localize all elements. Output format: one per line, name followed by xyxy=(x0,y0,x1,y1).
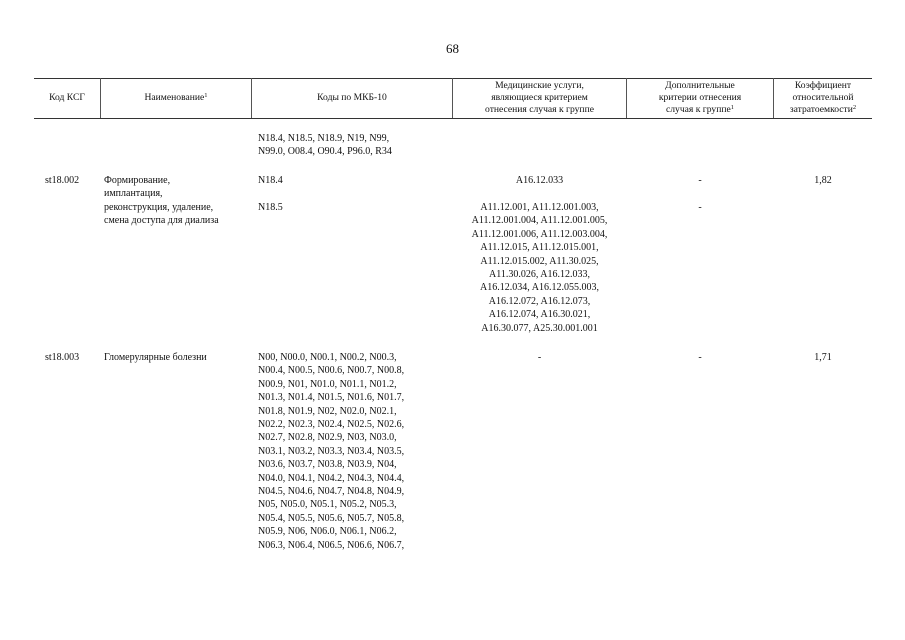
header-coefficient: Коэффициент относительной затратоемкости$^2$ xyxy=(789,80,857,115)
row-services: A11.12.001, A11.12.001.003, A11.12.001.004, A11.12.001.005, A11.12.001.006, A11.12.003.004, A11.12.015, A11.12.015.001, A11.12.015.002, A11.30.025, A11.30.026, A16.12.033, A16.12.034, A16.12.055.003, A16.12.072, A16.12.073, A16.12.074, A16.30.021, A16.30.077, A25.30.001.001 xyxy=(471,202,608,334)
row-name: Формирование, имплантация, реконструкция, удаление, смена доступа для диализа xyxy=(104,175,219,227)
table-header-rule xyxy=(34,118,872,119)
row-extra: - xyxy=(698,175,702,186)
header-code: Код КСГ xyxy=(49,92,85,103)
row-code: st18.002 xyxy=(45,175,80,186)
row-services: A16.12.033 xyxy=(515,175,564,186)
row-coefficient: 1,82 xyxy=(814,175,832,186)
row-services: - xyxy=(537,352,542,363)
row-coefficient: 1,71 xyxy=(814,352,832,363)
row-name: Гломерулярные болезни xyxy=(104,352,207,363)
row-mkb: N00, N00.0, N00.1, N00.2, N00.3, N00.4, N00.5, N00.6, N00.7, N00.8, N00.9, N01, N01.0, N01.1, N01.2, N01.3, N01.4, N01.5, N01.6, N01.7, N01.8, N01.9, N02, N02.0, N02.1, N02.2, N02.3, N02.4, N02.5, N02.6, N02.7, N02.8, N02.9, N03, N03.0, N03.1, N03.2, N03.3, N03.4, N03.5, N03.6, N03.7, N03.8, N03.9, N04, N04.0, N04.1, N04.2, N04.3, N04.4, N04.5, N04.6, N04.7, N04.8, N04.9, N05, N05.0, N05.1, N05.2, N05.3, N05.4, N05.5, N05.6, N05.7, N05.8, N05.9, N06, N06.0, N06.1, N06.2, N06.3, N06.4, N06.5, N06.6, N06.7, xyxy=(258,352,405,551)
row-extra: - xyxy=(698,202,702,213)
row-mkb: N18.5 xyxy=(258,202,283,213)
header-services: Медицинские услуги, являющиеся критерием отнесения случая к группе xyxy=(485,80,594,115)
row-extra: - xyxy=(698,352,702,363)
header-extra-criteria: Дополнительные критерии отнесения случая к группе$^1$ xyxy=(658,80,742,115)
row-mkb: N18.4 xyxy=(258,175,283,186)
header-mkb: Коды по МКБ-10 xyxy=(317,92,387,103)
row-code: st18.003 xyxy=(45,352,80,363)
header-name: Наименование$^1$ xyxy=(144,92,208,103)
table-row-continuation-mkb: N18.4, N18.5, N18.9, N19, N99, N99.0, O08.4, O90.4, P96.0, R34 xyxy=(258,133,392,158)
page-number: 68 xyxy=(446,41,459,56)
